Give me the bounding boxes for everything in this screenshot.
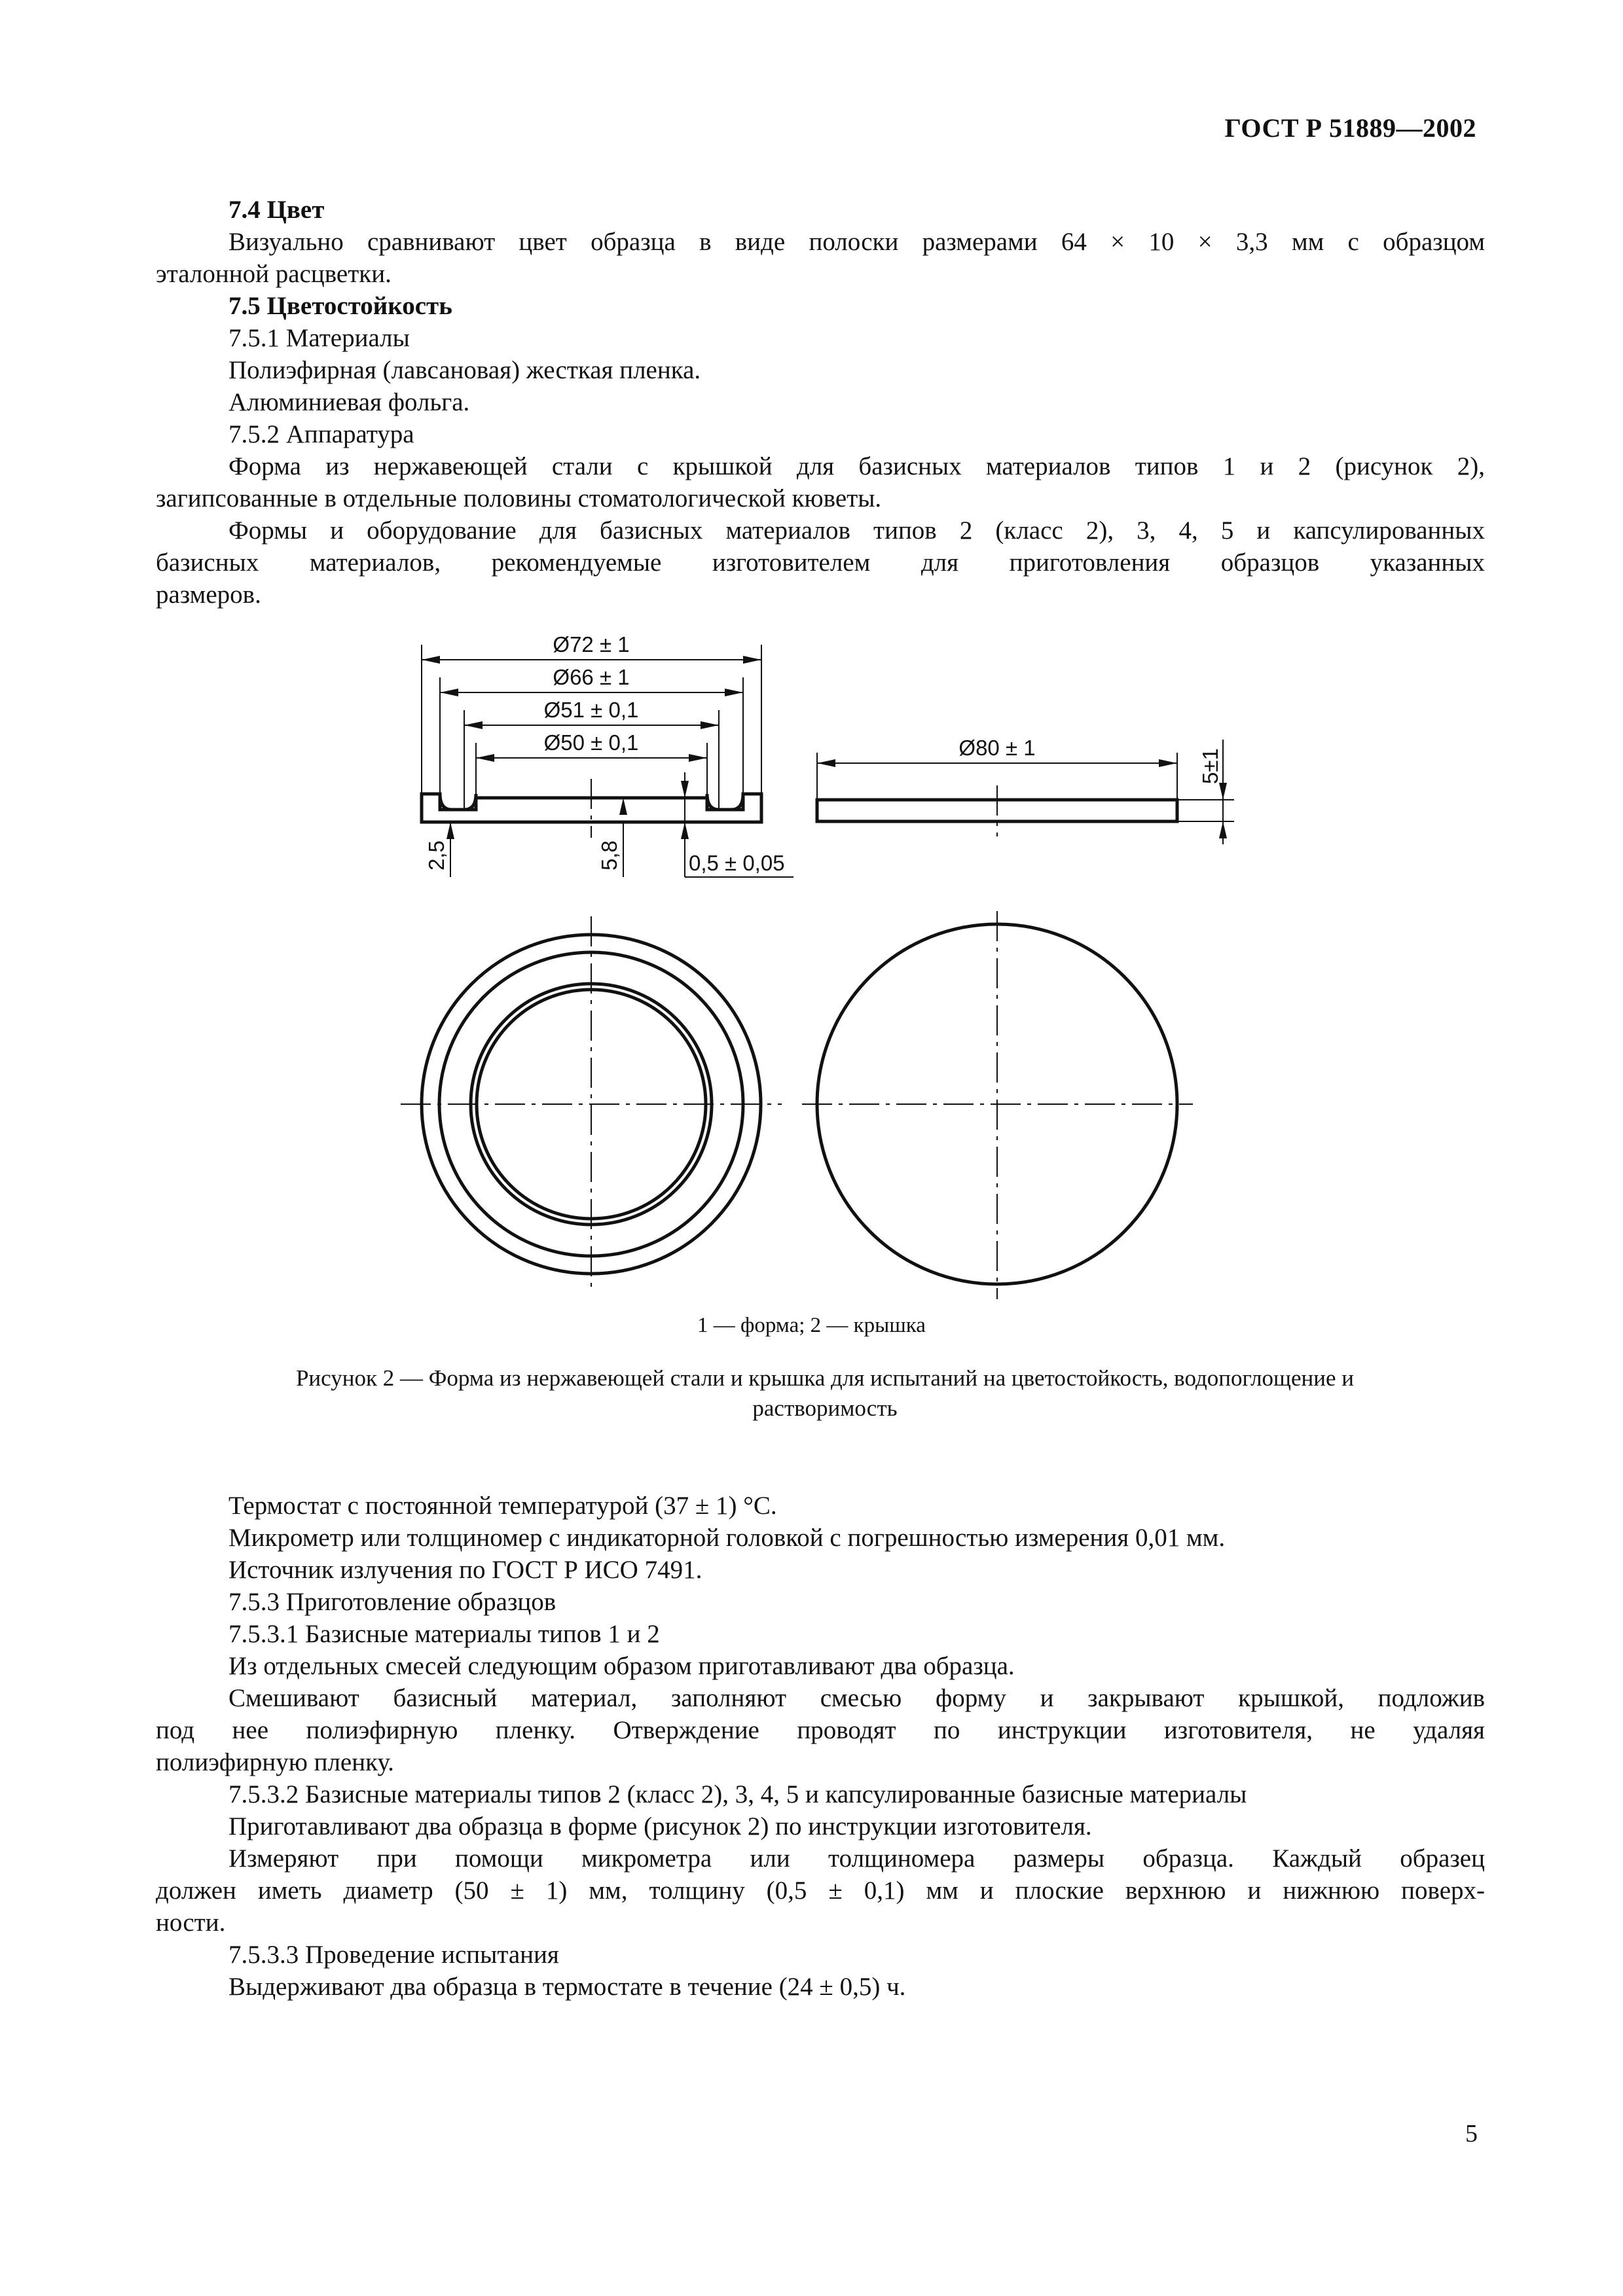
mould-plan-view: [401, 916, 782, 1293]
prep-para2-line1: Смешивают базисный материал, заполняют смесью форму и закрывают крышкой, подложив: [228, 1684, 1485, 1712]
apparatus-para1-line2: загипсованные в отдельные половины стоматологической кюветы.: [156, 484, 882, 512]
page-number: 5: [1465, 2120, 1478, 2147]
prep-para4-line1: Измеряют при помощи микрометра или толщиномера размеры образца. Каждый образец: [228, 1844, 1485, 1873]
figure-caption-line1: Рисунок 2 — Форма из нержавеющей стали и крышка для испытаний на цветостойкость, водопоглощение и: [295, 1365, 1355, 1391]
apparatus-para2-line3: размеров.: [156, 581, 261, 609]
section-7-5-1-heading: 7.5.1 Материалы: [228, 324, 410, 352]
figure-legend: 1 — форма; 2 — крышка: [697, 1314, 926, 1337]
dim-t05: 0,5 ± 0,05: [689, 851, 785, 875]
section-7-5-3-1-heading: 7.5.3.1 Базисные материалы типов 1 и 2: [228, 1620, 660, 1648]
prep-para3: Приготавливают два образца в форме (рисунок 2) по инструкции изготовителя.: [228, 1812, 1092, 1840]
bottom-text-block: [156, 1490, 1485, 2003]
section-7-4-line1: Визуально сравнивают цвет образца в виде полоски размерами 64 × 10 × 3,3 мм с образцом: [228, 228, 1485, 256]
section-7-4-line2: эталонной расцветки.: [156, 260, 392, 288]
radiation-source-line: Источник излучения по ГОСТ Р ИСО 7491.: [228, 1556, 702, 1584]
section-7-5-2-heading: 7.5.2 Аппаратура: [228, 420, 414, 448]
material-item-1: Полиэфирная (лавсановая) жесткая пленка.: [228, 356, 701, 384]
mould-section: [422, 779, 761, 838]
section-7-4-heading: 7.4 Цвет: [228, 196, 325, 224]
figure-caption-line2: растворимость: [752, 1395, 898, 1421]
dim-d51: Ø51 ± 0,1: [543, 698, 639, 722]
section-7-5-3-2-heading: 7.5.3.2 Базисные материалы типов 2 (класс 2), 3, 4, 5 и капсулированные базисные материалы: [228, 1780, 1247, 1808]
test-para: Выдерживают два образца в термостате в течение (24 ± 0,5) ч.: [228, 1973, 906, 2001]
thermostat-line: Термостат с постоянной температурой (37 ± 1) °С.: [228, 1492, 777, 1520]
dim-d66: Ø66 ± 1: [553, 665, 630, 689]
apparatus-para2-line1: Формы и оборудование для базисных материалов типов 2 (класс 2), 3, 4, 5 и капсулированных: [228, 516, 1485, 545]
prep-para4-line2: должен иметь диаметр (50 ± 1) мм, толщину (0,5 ± 0,1) мм и плоские верхнюю и нижнюю поверх-: [156, 1876, 1485, 1905]
document-header: ГОСТ Р 51889—2002: [1224, 113, 1476, 143]
dim-h58: 5,8: [597, 840, 621, 870]
prep-para4-line3: ности.: [156, 1909, 226, 1937]
prep-para2-line3: полиэфирную пленку.: [156, 1748, 394, 1776]
material-item-2: Алюминиевая фольга.: [228, 388, 470, 416]
section-7-5-3-heading: 7.5.3 Приготовление образцов: [228, 1588, 556, 1616]
dim-h25: 2,5: [424, 840, 448, 870]
section-7-5-heading: 7.5 Цветостойкость: [228, 292, 452, 320]
apparatus-para1-line1: Форма из нержавеющей стали с крышкой для базисных материалов типов 1 и 2 (рисунок 2),: [228, 452, 1485, 480]
dim-d72: Ø72 ± 1: [553, 632, 630, 656]
micrometer-line: Микрометр или толщиномер с индикаторной головкой с погрешностью измерения 0,01 мм.: [228, 1524, 1226, 1552]
dim-d50: Ø50 ± 0,1: [543, 730, 639, 755]
prep-para1: Из отдельных смесей следующим образом приготавливают два образца.: [228, 1652, 1015, 1680]
apparatus-para2-line2: базисных материалов, рекомендуемые изготовителем для приготовления образцов указанных: [156, 548, 1485, 577]
dim-h5: 5±1: [1198, 748, 1222, 784]
dim-d80: Ø80 ± 1: [958, 736, 1036, 760]
figure-caption: [183, 1363, 1467, 1424]
prep-para2-line2: под нее полиэфирную пленку. Отверждение проводят по инструкции изготовителя, не удаляя: [156, 1716, 1485, 1744]
lid-plan-view: [802, 911, 1193, 1299]
section-7-5-3-3-heading: 7.5.3.3 Проведение испытания: [228, 1941, 559, 1969]
